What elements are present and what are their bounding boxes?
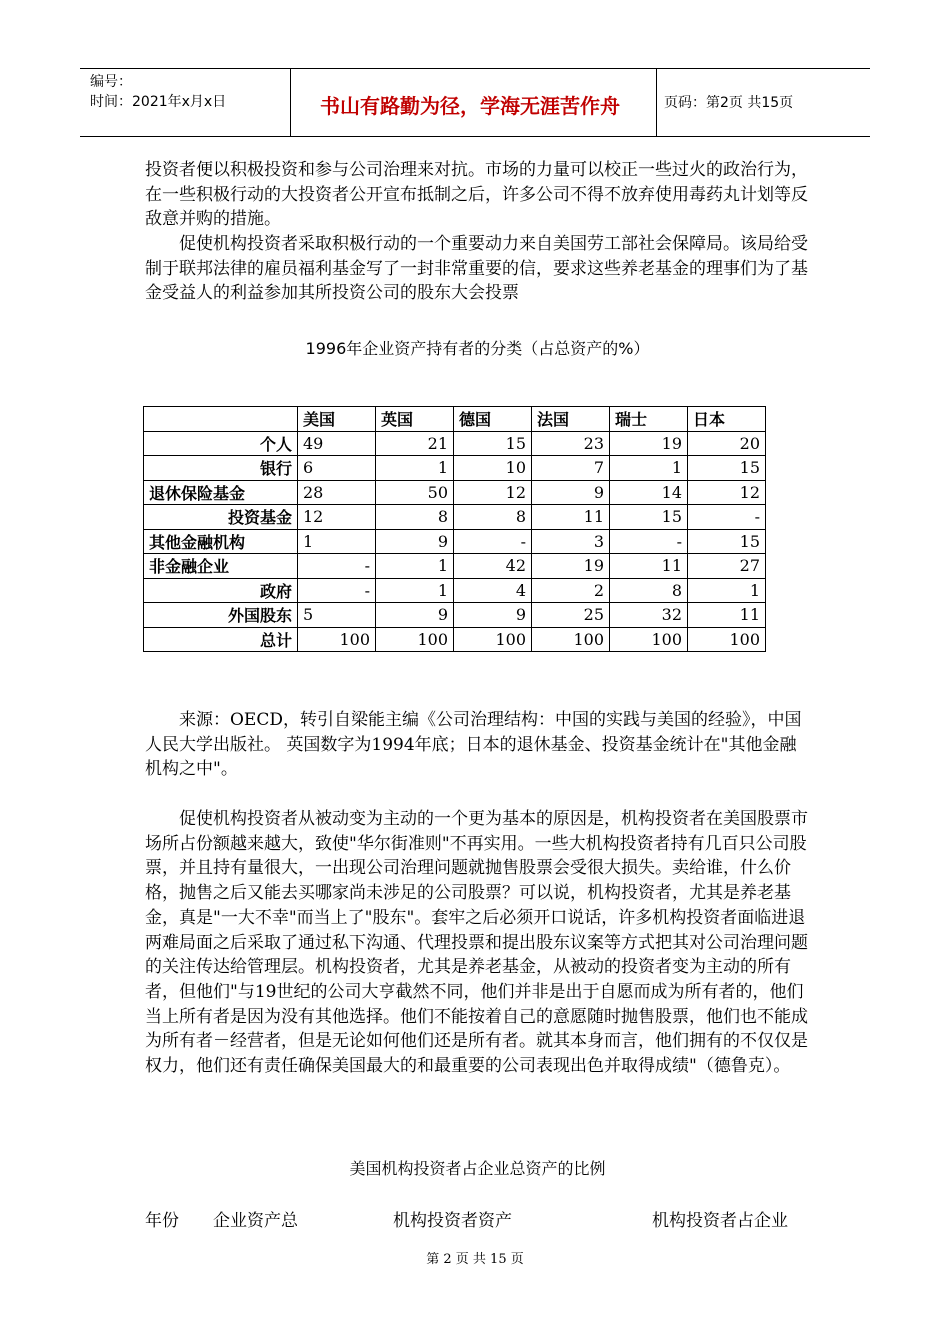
table-row <box>144 529 766 554</box>
header-divider <box>656 68 657 136</box>
table-cell: 27 <box>688 554 766 579</box>
table-cell: 100 <box>610 627 688 652</box>
table-cell: 23 <box>532 431 610 456</box>
table-header-row <box>144 407 766 432</box>
table-cell: 1 <box>376 554 454 579</box>
table-cell: 15 <box>454 431 532 456</box>
table-cell: 15 <box>688 456 766 481</box>
table-cell: 19 <box>610 431 688 456</box>
table-cell: - <box>298 554 376 579</box>
table-row <box>144 431 766 456</box>
table-row <box>144 505 766 530</box>
table-cell: - <box>610 529 688 554</box>
table-cell: 100 <box>298 627 376 652</box>
table-cell: 21 <box>376 431 454 456</box>
header-time: 时间：2021年x月x日 <box>90 94 227 110</box>
table-row <box>144 456 766 481</box>
table-row <box>144 480 766 505</box>
table-cell: 2 <box>532 578 610 603</box>
section2-title: 美国机构投资者占企业总资产的比例 <box>349 1159 606 1178</box>
table-cell: 8 <box>610 578 688 603</box>
table-cell: 1 <box>298 529 376 554</box>
header-meta <box>90 72 226 112</box>
paragraph-1: 投资者便以积极投资和参与公司治理来对抗。市场的力量可以校正一些过火的政治行为，在一些积极行动的大投资者公开宣布抵制之后，许多公司不得不放弃使用毒药丸计划等反敌意并购的措施。 <box>145 160 808 230</box>
table-cell: 9 <box>376 603 454 628</box>
header-top-rule <box>80 68 870 69</box>
header-divider <box>290 68 291 136</box>
table-cell: - <box>454 529 532 554</box>
col-institutional-ratio: 机构投资者占企业 <box>652 1211 788 1231</box>
table-cell: 7 <box>532 456 610 481</box>
table-cell: 20 <box>688 431 766 456</box>
row-label: 投资基金 <box>144 505 298 530</box>
table-cell: 12 <box>454 480 532 505</box>
table-cell: 49 <box>298 431 376 456</box>
column-header: 美国 <box>298 407 376 432</box>
column-header: 德国 <box>454 407 532 432</box>
table-corner-cell <box>144 407 298 432</box>
asset-holders-table <box>143 406 766 652</box>
row-label: 外国股东 <box>144 603 298 628</box>
table-cell: 14 <box>610 480 688 505</box>
table-cell: 32 <box>610 603 688 628</box>
row-label: 政府 <box>144 578 298 603</box>
col-institutional-assets: 机构投资者资产 <box>393 1211 512 1231</box>
table-cell: 9 <box>376 529 454 554</box>
table-row <box>144 578 766 603</box>
row-label: 非金融企业 <box>144 554 298 579</box>
table-cell: 8 <box>376 505 454 530</box>
paragraph-2: 促使机构投资者采取积极行动的一个重要动力来自美国劳工部社会保障局。该局给受制于联邦法律的雇员福利基金写了一封非常重要的信，要求这些养老基金的理事们为了基金受益人的利益参加其所投资公司的股东大会投票 <box>145 234 808 304</box>
table-cell: - <box>298 578 376 603</box>
column-header: 法国 <box>532 407 610 432</box>
page-footer: 第 2 页 共 15 页 <box>426 1252 524 1267</box>
table-cell: 100 <box>532 627 610 652</box>
table-cell: 19 <box>532 554 610 579</box>
row-label: 个人 <box>144 431 298 456</box>
table-cell: 9 <box>454 603 532 628</box>
table-cell: 1 <box>610 456 688 481</box>
table-cell: 11 <box>532 505 610 530</box>
table-cell: 5 <box>298 603 376 628</box>
table-cell: 12 <box>298 505 376 530</box>
row-label: 银行 <box>144 456 298 481</box>
column-header: 日本 <box>688 407 766 432</box>
table-cell: 1 <box>376 578 454 603</box>
table-cell: 42 <box>454 554 532 579</box>
table-cell: 4 <box>454 578 532 603</box>
table-cell: 25 <box>532 603 610 628</box>
table-cell: 9 <box>532 480 610 505</box>
row-label: 其他金融机构 <box>144 529 298 554</box>
col-year: 年份 <box>145 1211 179 1231</box>
table-cell: 100 <box>454 627 532 652</box>
header-motto: 书山有路勤为径，学海无涯苦作舟 <box>320 94 620 118</box>
row-label: 退休保险基金 <box>144 480 298 505</box>
table-title: 1996年企业资产持有者的分类（占总资产的%） <box>305 339 650 358</box>
table-cell: 6 <box>298 456 376 481</box>
table-cell: 1 <box>688 578 766 603</box>
table-cell: 12 <box>688 480 766 505</box>
row-label: 总计 <box>144 627 298 652</box>
table-cell: 11 <box>688 603 766 628</box>
table-cell: 50 <box>376 480 454 505</box>
page-header <box>80 68 870 138</box>
col-total-assets: 企业资产总 <box>213 1211 298 1231</box>
table-cell: - <box>688 505 766 530</box>
table-cell: 100 <box>688 627 766 652</box>
column-header: 瑞士 <box>610 407 688 432</box>
table-cell: 28 <box>298 480 376 505</box>
table-cell: 15 <box>688 529 766 554</box>
table-cell: 3 <box>532 529 610 554</box>
table-cell: 8 <box>454 505 532 530</box>
table-cell: 11 <box>610 554 688 579</box>
source-note: 来源：OECD，转引自梁能主编《公司治理结构：中国的实践与美国的经验》，中国人民大学出版社。 英国数字为1994年底；日本的退休基金、投资基金统计在"其他金融机构之中"。 <box>145 710 802 780</box>
table-cell: 1 <box>376 456 454 481</box>
table-row <box>144 603 766 628</box>
header-bottom-rule <box>80 136 870 137</box>
table-row <box>144 554 766 579</box>
table-cell: 10 <box>454 456 532 481</box>
paragraph-3: 促使机构投资者从被动变为主动的一个更为基本的原因是，机构投资者在美国股票市场所占份额越来越大，致使"华尔街准则"不再实用。一些大机构投资者持有几百只公司股票，并且持有量很大，一出现公司治理问题就抛售股票会受很大损失。卖给谁，什么价格，抛售之后又能去买哪家尚未涉足的公司股票？可以说，机构投资者，尤其是养老基金，真是"一大不幸"而当上了"股东"。套牢之后必须开口说话，许多机构投资者面临进退两难局面之后采取了通过私下沟通、代理投票和提出股东议案等方式把其对公司治理问题的关注传达给管理层。机构投资者，尤其是养老基金，从被动的投资者变为主动的所有者，但他们"与19世纪的公司大亨截然不同，他们并非是出于自愿而成为所有者的，他们当上所有者是因为没有其他选择。他们不能按着自己的意愿随时抛售股票，他们也不能成为所有者－经营者，但是无论如何他们还是所有者。就其本身而言，他们拥有的不仅仅是权力，他们还有责任确保美国最大的和最重要的公司表现出色并取得成绩"（德鲁克）。 <box>145 809 808 1077</box>
header-number: 编号： <box>90 74 132 90</box>
header-page-label: 页码：第2页 共15页 <box>664 95 794 111</box>
table-cell: 15 <box>610 505 688 530</box>
column-header: 英国 <box>376 407 454 432</box>
table-row <box>144 627 766 652</box>
table-cell: 100 <box>376 627 454 652</box>
